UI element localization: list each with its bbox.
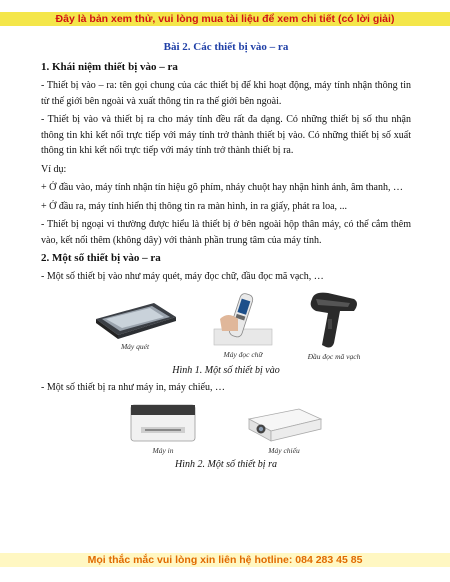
- figure2-caption: Hình 2. Một số thiết bị ra: [175, 459, 277, 470]
- paragraph: - Thiết bị vào – ra: tên gọi chung của các thiết bị để khi hoạt động, máy tính nhận thông tin từ thế giới bên ngoài và xuất thông tin ra thế giới bên ngoài.: [41, 80, 411, 107]
- lesson-title: Bài 2. Các thiết bị vào – ra: [163, 41, 289, 53]
- paragraph: + Ở đầu ra, máy tính hiển thị thông tin ra màn hình, in ra giấy, phát ra loa, ...: [41, 200, 348, 212]
- figure-item: [125, 399, 201, 455]
- figure-item: [306, 289, 362, 361]
- figure-output-devices: [41, 399, 411, 455]
- section1-heading: 1. Khái niệm thiết bị vào – ra: [41, 61, 178, 73]
- figure-item-label: Máy chiếu: [268, 446, 300, 455]
- barcode-reader-icon: [306, 289, 362, 351]
- projector-icon: [241, 399, 327, 445]
- preview-banner: Đây là bản xem thử, vui lòng mua tài liệu để xem chi tiết (có lời giải): [0, 12, 450, 26]
- hotline-banner: Mọi thắc mắc vui lòng xin liên hệ hotline: 084 283 45 85: [0, 553, 450, 567]
- figure-item: [90, 289, 180, 361]
- figure-item: [241, 399, 327, 455]
- paragraph: - Một số thiết bị vào như máy quét, máy đọc chữ, đầu đọc mã vạch, …: [41, 271, 324, 282]
- paragraph: - Thiết bị ngoại vi thường được hiểu là thiết bị ở bên ngoài hộp thân máy, có thể cắm thêm vào, kết nối thêm (không dây) với thành phần trung tâm của máy tính.: [41, 219, 411, 246]
- paragraph: + Ở đầu vào, máy tính nhận tín hiệu gõ phím, nháy chuột hay nhận hình ảnh, âm thanh, …: [41, 182, 403, 193]
- paragraph: - Một số thiết bị ra như máy in, máy chiếu, …: [41, 381, 225, 393]
- figure-input-devices: [41, 289, 411, 361]
- pen-reader-icon: [208, 289, 278, 349]
- paragraph: - Thiết bị vào và thiết bị ra cho máy tính đều rất đa dạng. Có những thiết bị số thu nhận thông tin khi kết nối trực tiếp với máy tính trở thành thiết bị vào. Có những thiết bị số xuất thông tin khi kết nối trực tiếp với máy tính trở thành thiết bị ra.: [41, 114, 411, 156]
- figure-item-label: Máy quét: [120, 341, 150, 351]
- scanner-icon: [90, 289, 180, 341]
- figure-item-label: Máy đọc chữ: [223, 349, 263, 359]
- document-page: [41, 40, 411, 474]
- section2-heading: 2. Một số thiết bị vào – ra: [41, 252, 161, 264]
- paragraph: Ví dụ:: [41, 163, 67, 175]
- printer-icon: [125, 399, 201, 445]
- figure1-caption: Hình 1. Một số thiết bị vào: [172, 364, 280, 376]
- figure-item: [208, 289, 278, 361]
- figure-item-label: Máy in: [152, 446, 174, 455]
- figure-item-label: Đầu đọc mã vạch: [307, 351, 361, 361]
